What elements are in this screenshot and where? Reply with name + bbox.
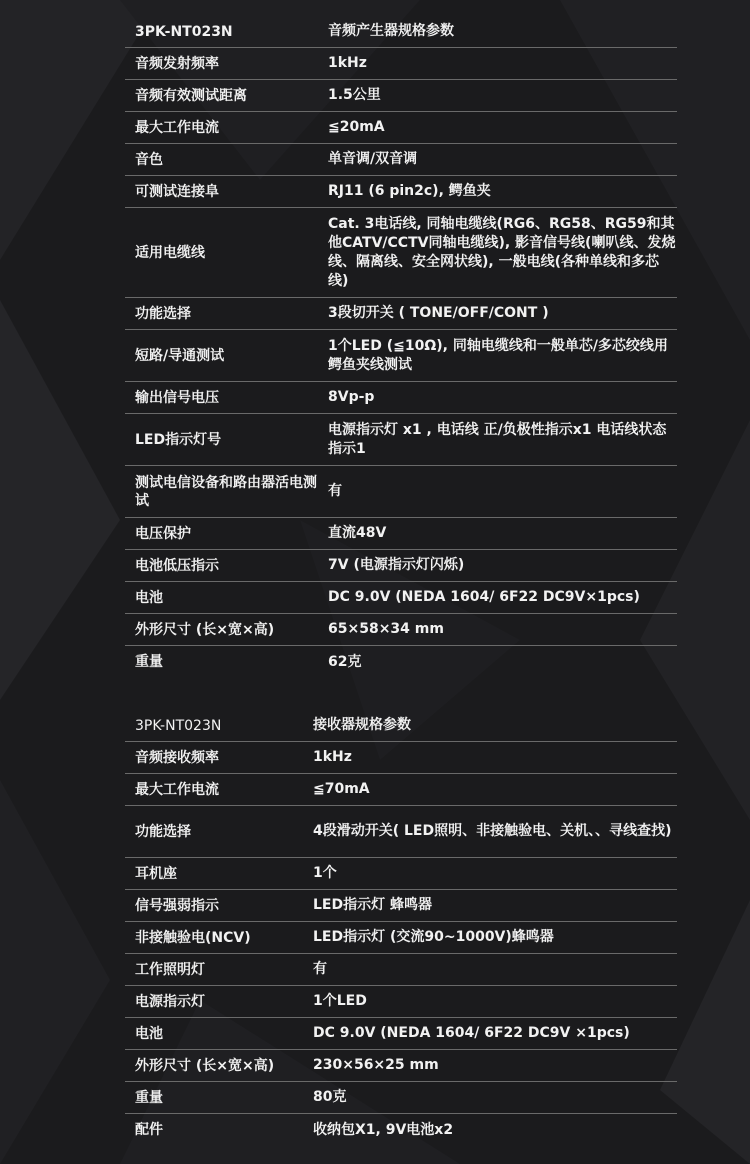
table-row [125,582,677,614]
spec-value: 有 [313,961,327,977]
spec-value: RJ11 (6 pin2c), 鳄鱼夹 [328,183,491,199]
spec-label: 配件 [135,1122,163,1138]
spec-label: 输出信号电压 [135,389,219,406]
table-row [125,208,677,298]
spec-label: 电池 [135,589,163,606]
spec-value: 62克 [328,653,362,670]
table-row [125,144,677,176]
spec-label: 工作照明灯 [135,961,205,978]
spec-label: 音频接收频率 [135,749,219,766]
spec-value: LED指示灯 (交流90~1000V)蜂鸣器 [313,929,554,945]
receiver-header-row [125,710,677,742]
spec-value: 8Vp-p [328,389,375,405]
spec-value: 1.5公里 [328,87,381,103]
spec-value: DC 9.0V (NEDA 1604/ 6F22 DC9V×1pcs) [328,589,640,605]
receiver-spec-table [125,710,677,1146]
spec-label: 电池低压指示 [135,557,219,574]
spec-value: 65×58×34 mm [328,621,444,637]
generator-model: 3PK-NT023N [135,23,233,40]
spec-value: 1个 [313,865,337,881]
spec-label: 外形尺寸 (长×宽×高) [135,621,275,638]
table-row [125,774,677,806]
spec-value: 1个LED (≦10Ω), 同轴电缆线和一般单芯/多芯绞线用鳄鱼夹线测试 [328,337,668,373]
table-row [125,518,677,550]
spec-label: 音频有效测试距离 [135,87,247,104]
table-row [125,80,677,112]
spec-value: DC 9.0V (NEDA 1604/ 6F22 DC9V ×1pcs) [313,1025,630,1041]
table-row [125,954,677,986]
table-row [125,382,677,414]
receiver-model: 3PK-NT023N [135,717,222,734]
table-row [125,48,677,80]
spec-value: 80克 [313,1089,347,1105]
table-row [125,1018,677,1050]
spec-label: 测试电信设备和路由器活电测试 [135,474,317,509]
spec-label: 可测试连接阜 [135,183,219,200]
spec-value: 有 [328,483,342,499]
spec-label: 短路/导通测试 [135,347,225,364]
generator-table-title: 音频产生器规格参数 [328,23,454,39]
generator-spec-table [125,16,677,678]
table-row [125,858,677,890]
spec-label: 耳机座 [135,865,177,882]
spec-label: 功能选择 [135,823,191,840]
spec-label: 音频发射频率 [135,55,219,72]
table-row [125,890,677,922]
table-row [125,550,677,582]
table-row [125,742,677,774]
spec-label: 最大工作电流 [135,119,219,136]
table-row [125,1050,677,1082]
spec-value: 电源指示灯 x1 , 电话线 正/负极性指示x1 电话线状态指示1 [328,421,667,457]
generator-header-row [125,16,677,48]
table-row [125,646,677,678]
spec-value: 7V (电源指示灯闪烁) [328,557,465,573]
spec-label: 非接触验电(NCV) [135,929,251,946]
spec-label: 功能选择 [135,305,191,322]
table-row [125,414,677,466]
table-row [125,466,677,518]
table-row [125,112,677,144]
table-row [125,806,677,858]
table-row [125,922,677,954]
spec-value: 4段滑动开关( LED照明、非接触验电、关机、、寻线查找) [313,823,672,839]
table-row [125,176,677,208]
spec-label: 电源指示灯 [135,993,205,1010]
table-row [125,298,677,330]
spec-value: 收纳包X1, 9V电池x2 [313,1121,454,1138]
spec-label: 外形尺寸 (长×宽×高) [135,1057,275,1074]
receiver-table-title: 接收器规格参数 [313,717,411,733]
spec-label: 重量 [135,654,163,670]
spec-value: Cat. 3电话线, 同轴电缆线(RG6、RG58、RG59和其他CATV/CCTV同轴电缆线), 影音信号线(喇叭线、发烧线、隔离线、安全网状线), 一般电线(各种单线和多芯线) [328,215,676,289]
spec-label: 电池 [135,1025,163,1042]
table-row [125,1082,677,1114]
table-row [125,1114,677,1146]
spec-value: 1个LED [313,993,367,1009]
spec-label: 适用电缆线 [135,244,205,261]
spec-label: LED指示灯号 [135,431,222,448]
spec-label: 电压保护 [135,525,191,542]
spec-value: 1kHz [328,55,367,71]
spec-value: 单音调/双音调 [328,151,418,167]
spec-value: 直流48V [328,525,387,541]
spec-value: ≦20mA [328,119,385,135]
spec-value: ≦70mA [313,781,370,797]
table-row [125,614,677,646]
table-row [125,330,677,382]
spec-value: 1kHz [313,749,352,765]
spec-label: 音色 [135,151,163,168]
table-row [125,986,677,1018]
spec-value: 3段切开关 ( TONE/OFF/CONT ) [328,305,549,321]
spec-value: LED指示灯 蜂鸣器 [313,897,432,913]
spec-label: 信号强弱指示 [135,897,219,914]
spec-label: 重量 [135,1089,163,1106]
spec-value: 230×56×25 mm [313,1057,439,1073]
spec-label: 最大工作电流 [135,781,219,798]
